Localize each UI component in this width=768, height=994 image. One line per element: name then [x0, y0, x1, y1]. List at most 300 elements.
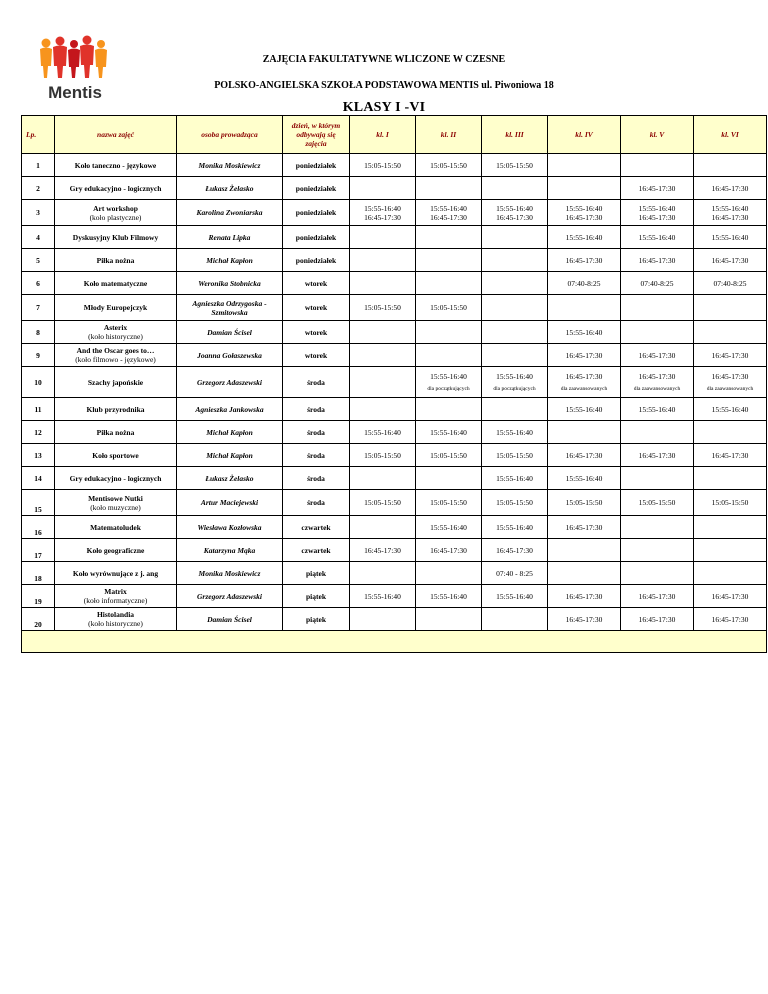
time-cell-k1: [350, 444, 416, 467]
time-slot: 15:05-15:50: [430, 450, 467, 460]
time-cell-k1: [350, 249, 416, 272]
time-cell-k3: [482, 295, 548, 321]
time-cell-k1: [350, 539, 416, 562]
time-slot: 15:05-15:50: [430, 498, 467, 507]
row-number: 19: [22, 585, 55, 608]
time-cell-k3: [482, 321, 548, 344]
time-slot: 15:55-16:40: [565, 327, 603, 337]
weekday: wtorek: [283, 344, 350, 367]
weekday: wtorek: [283, 321, 350, 344]
time-slot: 15:05-15:50: [496, 160, 533, 170]
activity-name: Dyskusyjny Klub Filmowy: [72, 232, 159, 242]
activity-subtitle: (koło historyczne): [88, 332, 143, 341]
level-note: dla zaawansowanych: [560, 385, 608, 392]
weekday: czwartek: [283, 539, 350, 562]
schedule-table: [21, 115, 767, 653]
time-cell-k6: [694, 516, 767, 539]
row-number: 13: [22, 444, 55, 467]
col-header-k3: kl. III: [482, 116, 548, 154]
time-cell-k3: [482, 249, 548, 272]
time-cell-k5: [621, 200, 694, 226]
time-cell-k1: [350, 177, 416, 200]
activity-name-cell: [55, 516, 177, 539]
time-cell-k4: [548, 608, 621, 631]
activity-name: Koło sportowe: [92, 450, 139, 460]
teacher-name: Artur Maciejewski: [177, 490, 283, 516]
weekday: poniedziałek: [283, 249, 350, 272]
time-cell-k5: [621, 177, 694, 200]
time-cell-k2: [416, 467, 482, 490]
teacher-name: Renata Lipka: [177, 226, 283, 249]
time-cell-k4: [548, 249, 621, 272]
row-number: 7: [22, 295, 55, 321]
activity-name: Matrix: [104, 587, 127, 596]
time-cell-k6: [694, 421, 767, 444]
time-cell-k6: [694, 321, 767, 344]
time-slot: 16:45-17:30: [565, 450, 603, 460]
activity-subtitle: (koło filmowo - językowe): [75, 355, 156, 364]
teacher-name: Łukasz Żelasko: [177, 177, 283, 200]
time-cell-k1: [350, 490, 416, 516]
col-header-day: dzień, w którym odbywają się zajęcia: [283, 116, 350, 154]
time-cell-k5: [621, 467, 694, 490]
time-slot: 15:55-16:40: [638, 203, 676, 213]
activity-subtitle: (koło informatyczne): [83, 596, 148, 605]
teacher-name: Katarzyna Mąka: [177, 539, 283, 562]
time-cell-k3: [482, 200, 548, 226]
row-number: 11: [22, 398, 55, 421]
time-cell-k2: [416, 562, 482, 585]
level-note: dla zaawansowanych: [633, 385, 681, 392]
time-cell-k2: [416, 177, 482, 200]
col-header-k1: kl. I: [350, 116, 416, 154]
level-note: dla początkujących: [493, 385, 536, 392]
weekday: środa: [283, 421, 350, 444]
activity-name: Koło geograficzne: [86, 545, 145, 555]
time-slot: 15:05-15:50: [638, 498, 676, 507]
time-slot: 15:55-16:40: [496, 591, 533, 601]
table-row: [22, 608, 767, 631]
time-cell-k1: [350, 516, 416, 539]
time-cell-k6: [694, 177, 767, 200]
weekday: środa: [283, 367, 350, 398]
time-slot: 15:55-16:40: [496, 371, 533, 381]
time-cell-k3: [482, 516, 548, 539]
activity-name-cell: [55, 272, 177, 295]
time-cell-k3: [482, 421, 548, 444]
teacher-name: Joanna Gołaszewska: [177, 344, 283, 367]
time-cell-k3: [482, 226, 548, 249]
time-slot: 16:45-17:30: [711, 350, 749, 360]
row-number: 20: [22, 608, 55, 631]
time-cell-k1: [350, 398, 416, 421]
time-cell-k5: [621, 321, 694, 344]
time-cell-k6: [694, 444, 767, 467]
time-cell-k3: [482, 367, 548, 398]
time-slot: 07:40-8:25: [713, 278, 747, 288]
time-cell-k2: [416, 490, 482, 516]
time-slot: 16:45-17:30: [638, 591, 676, 601]
time-slot: 16:45-17:30: [711, 591, 749, 601]
activity-name: Młody Europejczyk: [83, 303, 148, 312]
time-cell-k1: [350, 226, 416, 249]
activity-name: Gry edukacyjno - logicznych: [69, 473, 162, 483]
weekday: poniedziałek: [283, 177, 350, 200]
activity-name-cell: [55, 562, 177, 585]
time-cell-k5: [621, 444, 694, 467]
time-cell-k2: [416, 249, 482, 272]
time-cell-k3: [482, 490, 548, 516]
time-cell-k4: [548, 516, 621, 539]
activity-name-cell: [55, 490, 177, 516]
time-slot: 15:05-15:50: [364, 450, 401, 460]
time-cell-k2: [416, 608, 482, 631]
activity-name-cell: [55, 226, 177, 249]
col-header-teacher: osoba prowadząca: [177, 116, 283, 154]
header-row: [22, 116, 767, 154]
time-cell-k2: [416, 367, 482, 398]
time-cell-k4: [548, 562, 621, 585]
weekday: środa: [283, 490, 350, 516]
time-slot: 15:05-15:50: [364, 303, 401, 312]
time-slot: 15:55-16:40: [496, 473, 533, 483]
activity-name: Koło matematyczne: [83, 278, 148, 288]
time-cell-k4: [548, 154, 621, 177]
time-slot: 15:55-16:40: [565, 203, 603, 213]
time-slot: 15:05-15:50: [430, 303, 467, 312]
table-row: [22, 444, 767, 467]
time-slot: 15:55-16:40: [565, 232, 603, 242]
schedule-body: [22, 154, 767, 653]
weekday: piątek: [283, 608, 350, 631]
activity-name: Piłka nożna: [96, 255, 135, 265]
time-slot: 15:05-15:50: [364, 498, 401, 507]
time-slot: 15:05-15:50: [565, 498, 603, 507]
time-cell-k1: [350, 295, 416, 321]
time-cell-k6: [694, 272, 767, 295]
activity-name: Koło taneczno - językowe: [74, 160, 157, 170]
activity-name-cell: [55, 295, 177, 321]
activity-name-cell: [55, 585, 177, 608]
time-cell-k5: [621, 367, 694, 398]
time-slot: 16:45-17:30: [430, 545, 467, 555]
time-cell-k2: [416, 585, 482, 608]
time-cell-k5: [621, 249, 694, 272]
table-row: [22, 272, 767, 295]
table-row: [22, 200, 767, 226]
time-cell-k2: [416, 344, 482, 367]
weekday: środa: [283, 467, 350, 490]
time-cell-k1: [350, 562, 416, 585]
time-cell-k4: [548, 367, 621, 398]
time-cell-k5: [621, 272, 694, 295]
row-number: 6: [22, 272, 55, 295]
time-cell-k2: [416, 421, 482, 444]
time-slot-second: 16:45-17:30: [638, 212, 676, 222]
time-cell-k2: [416, 444, 482, 467]
mentis-logo-graphic: [34, 34, 116, 104]
time-cell-k6: [694, 367, 767, 398]
logo-wordmark: Mentis: [48, 83, 102, 102]
time-cell-k4: [548, 321, 621, 344]
table-row: [22, 539, 767, 562]
time-slot: 15:55-16:40: [711, 404, 749, 414]
time-slot: 07:40-8:25: [640, 278, 674, 288]
time-cell-k2: [416, 226, 482, 249]
time-cell-k1: [350, 154, 416, 177]
time-slot: 15:55-16:40: [430, 522, 467, 532]
time-slot: 07:40 - 8:25: [496, 568, 533, 578]
row-number: 10: [22, 367, 55, 398]
time-slot: 15:55-16:40: [638, 404, 676, 414]
time-slot: 15:05-15:50: [496, 450, 533, 460]
time-cell-k4: [548, 585, 621, 608]
time-cell-k4: [548, 444, 621, 467]
activity-name: Gry edukacyjno - logicznych: [69, 183, 162, 193]
time-cell-k6: [694, 295, 767, 321]
time-slot: 16:45-17:30: [638, 450, 676, 460]
time-cell-k3: [482, 177, 548, 200]
teacher-name: Monika Moskiewicz: [177, 562, 283, 585]
time-cell-k5: [621, 585, 694, 608]
time-cell-k5: [621, 562, 694, 585]
teacher-name: Weronika Stobnicka: [177, 272, 283, 295]
time-slot: 15:55-16:40: [711, 203, 749, 213]
time-cell-k5: [621, 344, 694, 367]
time-cell-k4: [548, 421, 621, 444]
teacher-name: Grzegorz Adaszewski: [177, 367, 283, 398]
activity-name-cell: [55, 539, 177, 562]
time-slot: 15:55-16:40: [565, 473, 603, 483]
weekday: piątek: [283, 562, 350, 585]
time-cell-k5: [621, 539, 694, 562]
weekday: poniedziałek: [283, 154, 350, 177]
row-number: 14: [22, 467, 55, 490]
time-cell-k2: [416, 154, 482, 177]
activity-name: Histolandia: [96, 610, 135, 619]
time-cell-k4: [548, 539, 621, 562]
time-slot: 16:45-17:30: [565, 255, 603, 265]
teacher-name: Michał Kapłon: [177, 249, 283, 272]
table-row: [22, 585, 767, 608]
time-slot: 15:55-16:40: [565, 404, 603, 414]
table-row: [22, 177, 767, 200]
activity-subtitle: (koło plastyczne): [89, 212, 142, 222]
activity-name-cell: [55, 398, 177, 421]
time-slot: 15:55-16:40: [638, 232, 676, 242]
time-cell-k4: [548, 177, 621, 200]
teacher-name: Karolina Zwoniarska: [177, 200, 283, 226]
col-header-k5: kl. V: [621, 116, 694, 154]
table-row: [22, 249, 767, 272]
time-cell-k2: [416, 398, 482, 421]
time-cell-k5: [621, 421, 694, 444]
teacher-name: Agnieszka Odrzygoska - Szmitowska: [177, 295, 283, 321]
time-cell-k1: [350, 367, 416, 398]
activity-name-cell: [55, 321, 177, 344]
time-cell-k4: [548, 344, 621, 367]
activity-name: Mentisowe Nutki: [88, 493, 143, 503]
time-slot: 15:55-16:40: [496, 203, 533, 213]
row-number: 1: [22, 154, 55, 177]
time-cell-k4: [548, 490, 621, 516]
time-cell-k4: [548, 467, 621, 490]
row-number: 12: [22, 421, 55, 444]
activity-name-cell: [55, 154, 177, 177]
col-header-name: nazwa zajęć: [55, 116, 177, 154]
time-slot: 07:40-8:25: [567, 278, 601, 288]
time-slot: 15:55-16:40: [430, 591, 467, 601]
time-cell-k3: [482, 608, 548, 631]
time-cell-k3: [482, 444, 548, 467]
time-cell-k2: [416, 272, 482, 295]
time-slot: 15:55-16:40: [496, 427, 533, 437]
time-cell-k6: [694, 154, 767, 177]
time-slot: 16:45-17:30: [711, 371, 749, 381]
activity-name-cell: [55, 367, 177, 398]
row-number: 5: [22, 249, 55, 272]
time-cell-k6: [694, 562, 767, 585]
activity-name-cell: [55, 608, 177, 631]
time-cell-k6: [694, 344, 767, 367]
time-cell-k4: [548, 272, 621, 295]
time-slot: 16:45-17:30: [638, 255, 676, 265]
time-cell-k3: [482, 272, 548, 295]
table-row: [22, 226, 767, 249]
activity-name-cell: [55, 344, 177, 367]
time-slot-second: 16:45-17:30: [430, 212, 467, 222]
time-cell-k6: [694, 490, 767, 516]
time-slot: 15:55-16:40: [430, 203, 467, 213]
time-slot: 15:55-16:40: [364, 591, 401, 601]
time-cell-k1: [350, 585, 416, 608]
time-slot: 16:45-17:30: [565, 371, 603, 381]
table-row: [22, 516, 767, 539]
activity-name-cell: [55, 177, 177, 200]
time-slot-second: 16:45-17:30: [565, 212, 603, 222]
table-row: [22, 421, 767, 444]
weekday: poniedziałek: [283, 200, 350, 226]
time-slot: 16:45-17:30: [711, 255, 749, 265]
time-cell-k5: [621, 295, 694, 321]
time-cell-k6: [694, 467, 767, 490]
col-header-k2: kl. II: [416, 116, 482, 154]
time-slot-second: 16:45-17:30: [496, 212, 533, 222]
teacher-name: Grzegorz Adaszewski: [177, 585, 283, 608]
time-slot: 15:05-15:50: [364, 160, 401, 170]
activity-name: Asterix: [103, 323, 128, 332]
time-cell-k5: [621, 226, 694, 249]
row-number: 15: [22, 490, 55, 516]
time-cell-k4: [548, 226, 621, 249]
time-slot: 16:45-17:30: [565, 614, 603, 624]
time-slot: 16:45-17:30: [496, 545, 533, 555]
time-cell-k1: [350, 272, 416, 295]
teacher-name: Michał Kapłon: [177, 444, 283, 467]
time-cell-k2: [416, 295, 482, 321]
time-slot: 16:45-17:30: [711, 183, 749, 193]
activity-name-cell: [55, 249, 177, 272]
time-slot: 16:45-17:30: [565, 591, 603, 601]
school-name: POLSKO-ANGIELSKA SZKOŁA PODSTAWOWA MENTIS ul. Piwoniowa 18: [214, 80, 554, 91]
time-cell-k5: [621, 608, 694, 631]
weekday: czwartek: [283, 516, 350, 539]
time-cell-k6: [694, 585, 767, 608]
col-header-lp: Lp.: [22, 116, 55, 154]
row-number: 16: [22, 516, 55, 539]
time-slot: 16:45-17:30: [638, 350, 676, 360]
teacher-name: Wiesława Kozłowska: [177, 516, 283, 539]
table-row: [22, 154, 767, 177]
weekday: piątek: [283, 585, 350, 608]
time-cell-k1: [350, 200, 416, 226]
weekday: poniedziałek: [283, 226, 350, 249]
time-cell-k3: [482, 344, 548, 367]
time-slot: 16:45-17:30: [638, 371, 676, 381]
time-slot: 15:55-16:40: [364, 427, 401, 437]
table-footer-cell: [22, 631, 767, 653]
row-number: 18: [22, 562, 55, 585]
time-slot-second: 16:45-17:30: [364, 212, 401, 222]
table-row: [22, 467, 767, 490]
row-number: 9: [22, 344, 55, 367]
time-slot: 16:45-17:30: [638, 183, 676, 193]
teacher-name: Łukasz Żelasko: [177, 467, 283, 490]
activity-name-cell: [55, 200, 177, 226]
time-cell-k3: [482, 467, 548, 490]
time-cell-k3: [482, 398, 548, 421]
time-slot: 16:45-17:30: [364, 545, 401, 555]
time-cell-k6: [694, 539, 767, 562]
table-row: [22, 295, 767, 321]
page-title: ZAJĘCIA FAKULTATYWNE WLICZONE W CZESNE: [262, 54, 506, 65]
table-row: [22, 562, 767, 585]
time-cell-k3: [482, 154, 548, 177]
table-row: [22, 490, 767, 516]
time-cell-k4: [548, 398, 621, 421]
teacher-name: Monika Moskiewicz: [177, 154, 283, 177]
row-number: 2: [22, 177, 55, 200]
time-slot: 15:55-16:40: [496, 522, 533, 532]
weekday: wtorek: [283, 295, 350, 321]
time-cell-k5: [621, 490, 694, 516]
time-cell-k1: [350, 421, 416, 444]
col-header-k4: kl. IV: [548, 116, 621, 154]
table-footer-row: [22, 631, 767, 653]
time-slot: 15:05-15:50: [496, 498, 533, 507]
activity-name-cell: [55, 467, 177, 490]
time-slot: 16:45-17:30: [638, 614, 676, 624]
row-number: 17: [22, 539, 55, 562]
time-cell-k3: [482, 585, 548, 608]
time-slot: 16:45-17:30: [711, 450, 749, 460]
activity-name: Koło wyrównujące z j. ang: [72, 568, 159, 578]
time-cell-k2: [416, 539, 482, 562]
table-row: [22, 398, 767, 421]
mentis-logo: [34, 34, 116, 104]
classes-heading: KLASY I -VI: [342, 100, 426, 115]
time-slot: 16:45-17:30: [711, 614, 749, 624]
time-cell-k3: [482, 562, 548, 585]
row-number: 8: [22, 321, 55, 344]
time-cell-k1: [350, 608, 416, 631]
activity-name: Art workshop: [93, 203, 138, 213]
row-number: 3: [22, 200, 55, 226]
time-slot: 15:55-16:40: [364, 203, 401, 213]
time-cell-k6: [694, 200, 767, 226]
time-cell-k6: [694, 226, 767, 249]
time-slot-second: 16:45-17:30: [711, 212, 749, 222]
